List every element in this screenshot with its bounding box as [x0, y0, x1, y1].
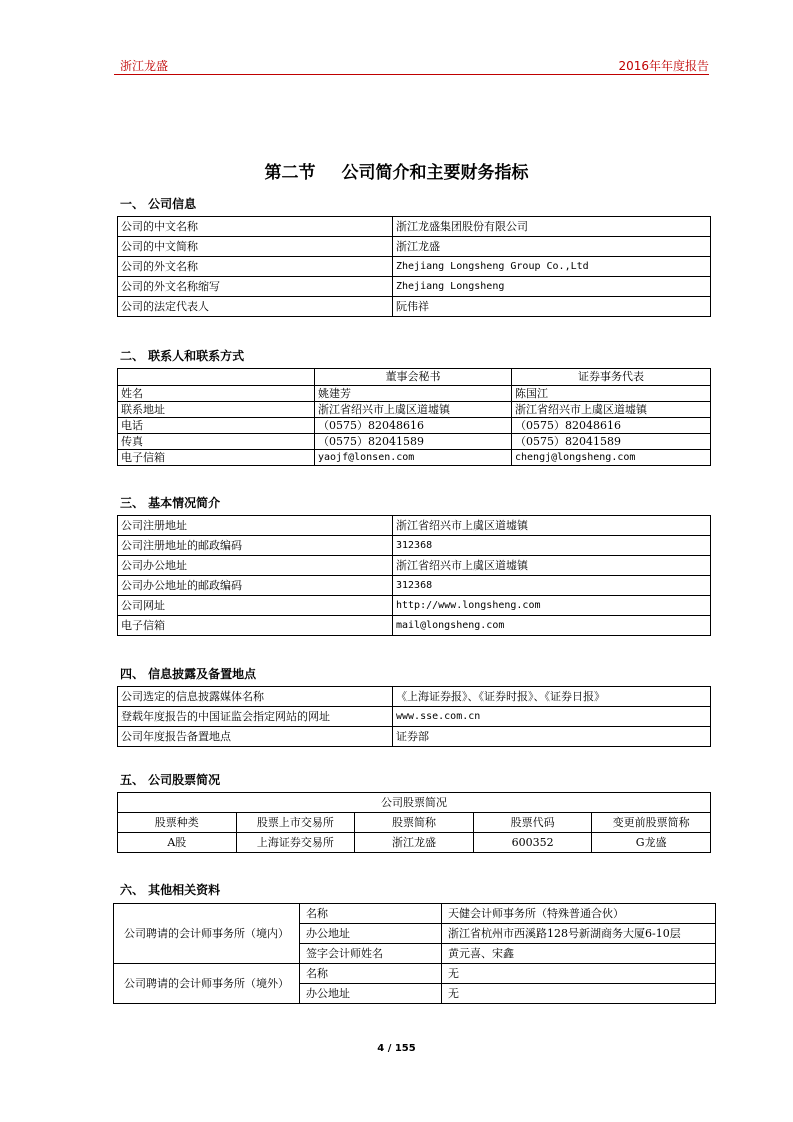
- label-cell: 公司办公地址: [118, 556, 393, 576]
- label-cell: 公司年度报告备置地点: [118, 727, 393, 747]
- label-cell: 签字会计师姓名: [300, 944, 442, 964]
- table-row: [118, 516, 711, 536]
- label-cell: 公司的外文名称: [118, 257, 393, 277]
- table-title: 公司股票简况: [118, 793, 711, 813]
- table-row: [118, 237, 711, 257]
- value-cell: 《上海证券报》、《证券时报》、《证券日报》: [393, 687, 711, 707]
- company-info-table: [117, 216, 711, 317]
- value-cell: 无: [442, 964, 716, 984]
- table-row: [118, 402, 711, 418]
- value-cell: 浙江省绍兴市上虞区道墟镇: [512, 402, 711, 418]
- value-cell: （0575）82041589: [315, 434, 512, 450]
- table-row: [114, 904, 716, 924]
- header-cell: 股票上市交易所: [236, 813, 355, 833]
- value-cell: 312368: [393, 536, 711, 556]
- label-cell: 公司注册地址: [118, 516, 393, 536]
- table-row: [118, 727, 711, 747]
- accountant-table: [113, 903, 716, 1004]
- value-cell: （0575）82048616: [512, 418, 711, 434]
- label-cell: 电子信箱: [118, 450, 315, 466]
- label-cell: 联系地址: [118, 402, 315, 418]
- value-cell: 无: [442, 984, 716, 1004]
- page-number: 4 / 155: [377, 1043, 416, 1054]
- label-cell: 姓名: [118, 386, 315, 402]
- section-number: 第二节: [264, 163, 316, 183]
- value-cell: 浙江省杭州市西溪路128号新湖商务大厦6-10层: [442, 924, 716, 944]
- label-cell: 公司办公地址的邮政编码: [118, 576, 393, 596]
- value-cell: （0575）82048616: [315, 418, 512, 434]
- label-cell: 公司的法定代表人: [118, 297, 393, 317]
- value-cell: 证券部: [393, 727, 711, 747]
- table-row: [118, 386, 711, 402]
- value-cell: www.sse.com.cn: [393, 707, 711, 727]
- value-cell: 浙江龙盛集团股份有限公司: [393, 217, 711, 237]
- heading-company-info: 一、 公司信息: [120, 197, 197, 211]
- table-row: [118, 257, 711, 277]
- table-row: [118, 536, 711, 556]
- label-cell: 登载年度报告的中国证监会指定网站的网址: [118, 707, 393, 727]
- header-company: 浙江龙盛: [120, 59, 169, 73]
- label-cell: 名称: [300, 904, 442, 924]
- header-report-year: 2016年年度报告: [618, 59, 709, 73]
- value-cell: （0575）82041589: [512, 434, 711, 450]
- value-cell: 黄元喜、宋鑫: [442, 944, 716, 964]
- table-row: [118, 297, 711, 317]
- table-row: [118, 450, 711, 466]
- value-cell: 浙江省绍兴市上虞区道墟镇: [393, 516, 711, 536]
- header-cell: 股票种类: [118, 813, 237, 833]
- value-cell: G龙盛: [592, 833, 711, 853]
- value-cell: A股: [118, 833, 237, 853]
- table-row: [118, 687, 711, 707]
- value-cell: 浙江龙盛: [393, 237, 711, 257]
- table-row: [114, 964, 716, 984]
- label-cell: 公司的外文名称缩写: [118, 277, 393, 297]
- label-cell: 名称: [300, 964, 442, 984]
- disclosure-table: [117, 686, 711, 747]
- table-header-row: [118, 369, 711, 386]
- overseas-accountant-label: 公司聘请的会计师事务所（境外）: [114, 964, 300, 1004]
- table-header-row: [118, 813, 711, 833]
- label-cell: 传真: [118, 434, 315, 450]
- value-cell: 600352: [473, 833, 592, 853]
- value-cell: chengj@longsheng.com: [512, 450, 711, 466]
- value-cell: Zhejiang Longsheng Group Co.,Ltd: [393, 257, 711, 277]
- header-secretary: 董事会秘书: [315, 369, 512, 386]
- table-row: [118, 616, 711, 636]
- value-cell: 浙江龙盛: [355, 833, 474, 853]
- header-securities-rep: 证券事务代表: [512, 369, 711, 386]
- header-cell: 股票简称: [355, 813, 474, 833]
- domestic-accountant-label: 公司聘请的会计师事务所（境内）: [114, 904, 300, 964]
- label-cell: 公司的中文名称: [118, 217, 393, 237]
- label-cell: 公司的中文简称: [118, 237, 393, 257]
- value-cell: mail@longsheng.com: [393, 616, 711, 636]
- table-row: [118, 556, 711, 576]
- heading-other-info: 六、 其他相关资料: [120, 883, 221, 897]
- page-title: [0, 158, 793, 183]
- table-title-row: [118, 793, 711, 813]
- stock-table: [117, 792, 711, 853]
- value-cell: yaojf@lonsen.com: [315, 450, 512, 466]
- header-cell: 股票代码: [473, 813, 592, 833]
- label-cell: 办公地址: [300, 984, 442, 1004]
- label-cell: 公司注册地址的邮政编码: [118, 536, 393, 556]
- label-cell: 公司网址: [118, 596, 393, 616]
- label-cell: 公司选定的信息披露媒体名称: [118, 687, 393, 707]
- value-cell: 姚建芳: [315, 386, 512, 402]
- value-cell: 上海证券交易所: [236, 833, 355, 853]
- table-row: [118, 833, 711, 853]
- label-cell: 办公地址: [300, 924, 442, 944]
- table-row: [118, 596, 711, 616]
- heading-basic-info: 三、 基本情况简介: [120, 496, 221, 510]
- value-cell: 浙江省绍兴市上虞区道墟镇: [315, 402, 512, 418]
- value-cell: 浙江省绍兴市上虞区道墟镇: [393, 556, 711, 576]
- value-cell: http://www.longsheng.com: [393, 596, 711, 616]
- table-row: [118, 418, 711, 434]
- contacts-table: [117, 368, 711, 466]
- value-cell: 312368: [393, 576, 711, 596]
- header-divider: [114, 74, 709, 75]
- basic-info-table: [117, 515, 711, 636]
- label-cell: 电子信箱: [118, 616, 393, 636]
- empty-cell: [118, 369, 315, 386]
- table-row: [118, 217, 711, 237]
- heading-stock: 五、 公司股票简况: [120, 773, 221, 787]
- table-row: [118, 277, 711, 297]
- label-cell: 电话: [118, 418, 315, 434]
- table-row: [118, 707, 711, 727]
- value-cell: 陈国江: [512, 386, 711, 402]
- heading-contacts: 二、 联系人和联系方式: [120, 349, 245, 363]
- value-cell: 天健会计师事务所（特殊普通合伙）: [442, 904, 716, 924]
- value-cell: Zhejiang Longsheng: [393, 277, 711, 297]
- table-row: [118, 434, 711, 450]
- heading-disclosure: 四、 信息披露及备置地点: [120, 667, 257, 681]
- table-row: [118, 576, 711, 596]
- section-title: 公司简介和主要财务指标: [341, 163, 529, 183]
- value-cell: 阮伟祥: [393, 297, 711, 317]
- header-cell: 变更前股票简称: [592, 813, 711, 833]
